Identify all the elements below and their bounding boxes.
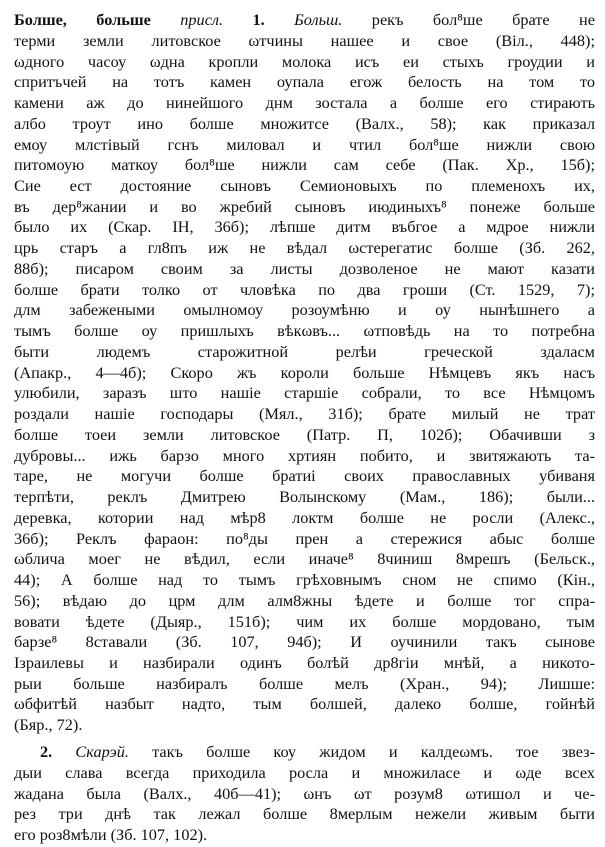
text-line: вовати ѣдете (Дыяр., 151б); чим их болше мордовано, тым <box>14 611 595 631</box>
sense-2-number: 2. <box>40 742 53 762</box>
text-line: рекъ бол⁸ше брате не <box>371 10 595 29</box>
text-line: длм забежеными омылномоу розоумѣню и оу нынѣшнего а <box>14 300 595 320</box>
text-line: Ізраилевы и назбирали одинъ болѣй др8гіи мнѣй, а никото- <box>14 652 595 672</box>
sense-1-label: Больш. <box>294 10 343 29</box>
text-line: жадана была (Валх., 40б—41); ωнъ ωт розум8 ωтишол и че- <box>14 783 595 803</box>
text-line: ωблича моег не вѣдил, если иначе⁸ 8чиниш 8мрешъ (Бельск., <box>14 549 595 569</box>
text-line: такъ болше коу жидом и калдеωмъ. тое звез- <box>152 742 595 762</box>
text-line: терпѣти, реклъ Дмитрею Волынскому (Мам., 186); были... <box>14 487 595 506</box>
text-line: емоу млстівый гснъ миловал и чтил бол⁸ше нижли свою <box>14 134 595 154</box>
text-line: улюбили, заразъ што нашіе старшіе собрали, то все Нѣмцомъ <box>14 383 595 403</box>
text-line: 56); вѣдаю до црм длм алм8жны ѣдете и болше тог спра- <box>14 590 595 610</box>
text-line: 36б); Реклъ фараон: по⁸ды прен а стережися абыс болше <box>14 528 595 548</box>
text-line: деревка, котории над мѣр8 локтм болше не росли (Алекс., <box>14 507 595 527</box>
text-line: болше брати толко от чловѣка по два гроши (Ст. 1529, 7); <box>14 279 595 299</box>
text-line: дубровы... ижь барзо много хртиян побито, и звитяжають та- <box>14 445 595 465</box>
text-line: рыи больше назбиралъ болше мелъ (Хран., 94); Лишше: <box>14 673 595 693</box>
sense-2-label: Скарэй. <box>75 742 129 762</box>
text-line: таре, не могучи болше братиі своих православных убиваня <box>14 466 595 486</box>
text-line: спритъчей на тотъ камен оупала егож белость на том то <box>14 72 595 92</box>
text-line: въ дер⁸жании и во жребий сыновъ июдиныхъ⁸ понеже больше <box>14 196 595 216</box>
text-line: 88б); писаром своим за листы дозволеное не мают казати <box>14 258 595 278</box>
text-line: быти людемъ старожитной релѣи греческой здаласм <box>14 341 595 361</box>
text-line: албо троут ино болше множитсе (Валх., 58); как приказал <box>14 113 595 133</box>
text-line: (Апакр., 4—4б); Скоро жъ короли больше Нѣмцевъ якъ насъ <box>14 362 595 382</box>
text-line: тымъ болше оу пришлыхъ вѣкωвъ... ωтповѣдь на то потребна <box>14 321 595 341</box>
text-line: было их (Скар. IН, 36б); лѣпше дитм въбгое а мдрое нижли <box>14 217 595 237</box>
text-line: ωбфитѣй назбыт надто, тым болшей, далеко болше, гойнѣй <box>14 694 595 714</box>
text-line: роздали нашіе господары (Мял., 31б); брате милый не трат <box>14 404 595 423</box>
text-line: барзе⁸ 8ставали (Зб. 107, 94б); И оучинили такъ сынове <box>14 632 595 652</box>
text-line: камени аж до нинейшого днм зостала а болше его стирають <box>14 93 595 112</box>
sense-1-number: 1. <box>252 10 265 29</box>
text-line: ωдного часоу ωдна кропли молока исъ еи стыхъ гроудии и <box>14 51 595 71</box>
text-line: црь старъ а гл8пъ иж не вѣдал ωстерегатис болше (Зб. 262, <box>14 238 595 258</box>
text-line: дыи слава всегда приходила росла и множиласе и ωде всех <box>14 762 595 782</box>
text-line: питомоую маткоу бол⁸ше нижли сам себе (Пак. Хр., 15б); <box>14 155 595 175</box>
text-line: его роз8мѣли (Зб. 107, 102). <box>14 825 208 844</box>
part-of-speech: присл. <box>180 10 224 29</box>
entry-headword: Болше, больше <box>14 10 151 29</box>
text-line: Сие ест достояние сыновъ Семионовыхъ по племенохъ их, <box>14 176 595 195</box>
text-line: рез три днѣ так лежал болше 8мерлым нежели живым быти <box>14 804 595 824</box>
text-line: терми земли литовское ωтчины нашее и свое (Віл., 448); <box>14 30 595 50</box>
text-line: болше тоеи земли литовское (Патр. П, 102б); Обачивши з <box>14 424 595 444</box>
text-line: (Бяр., 72). <box>14 715 83 735</box>
text-line: 44); А болше над то тымъ грѣховнымъ сном не спимо (Кін., <box>14 570 595 589</box>
